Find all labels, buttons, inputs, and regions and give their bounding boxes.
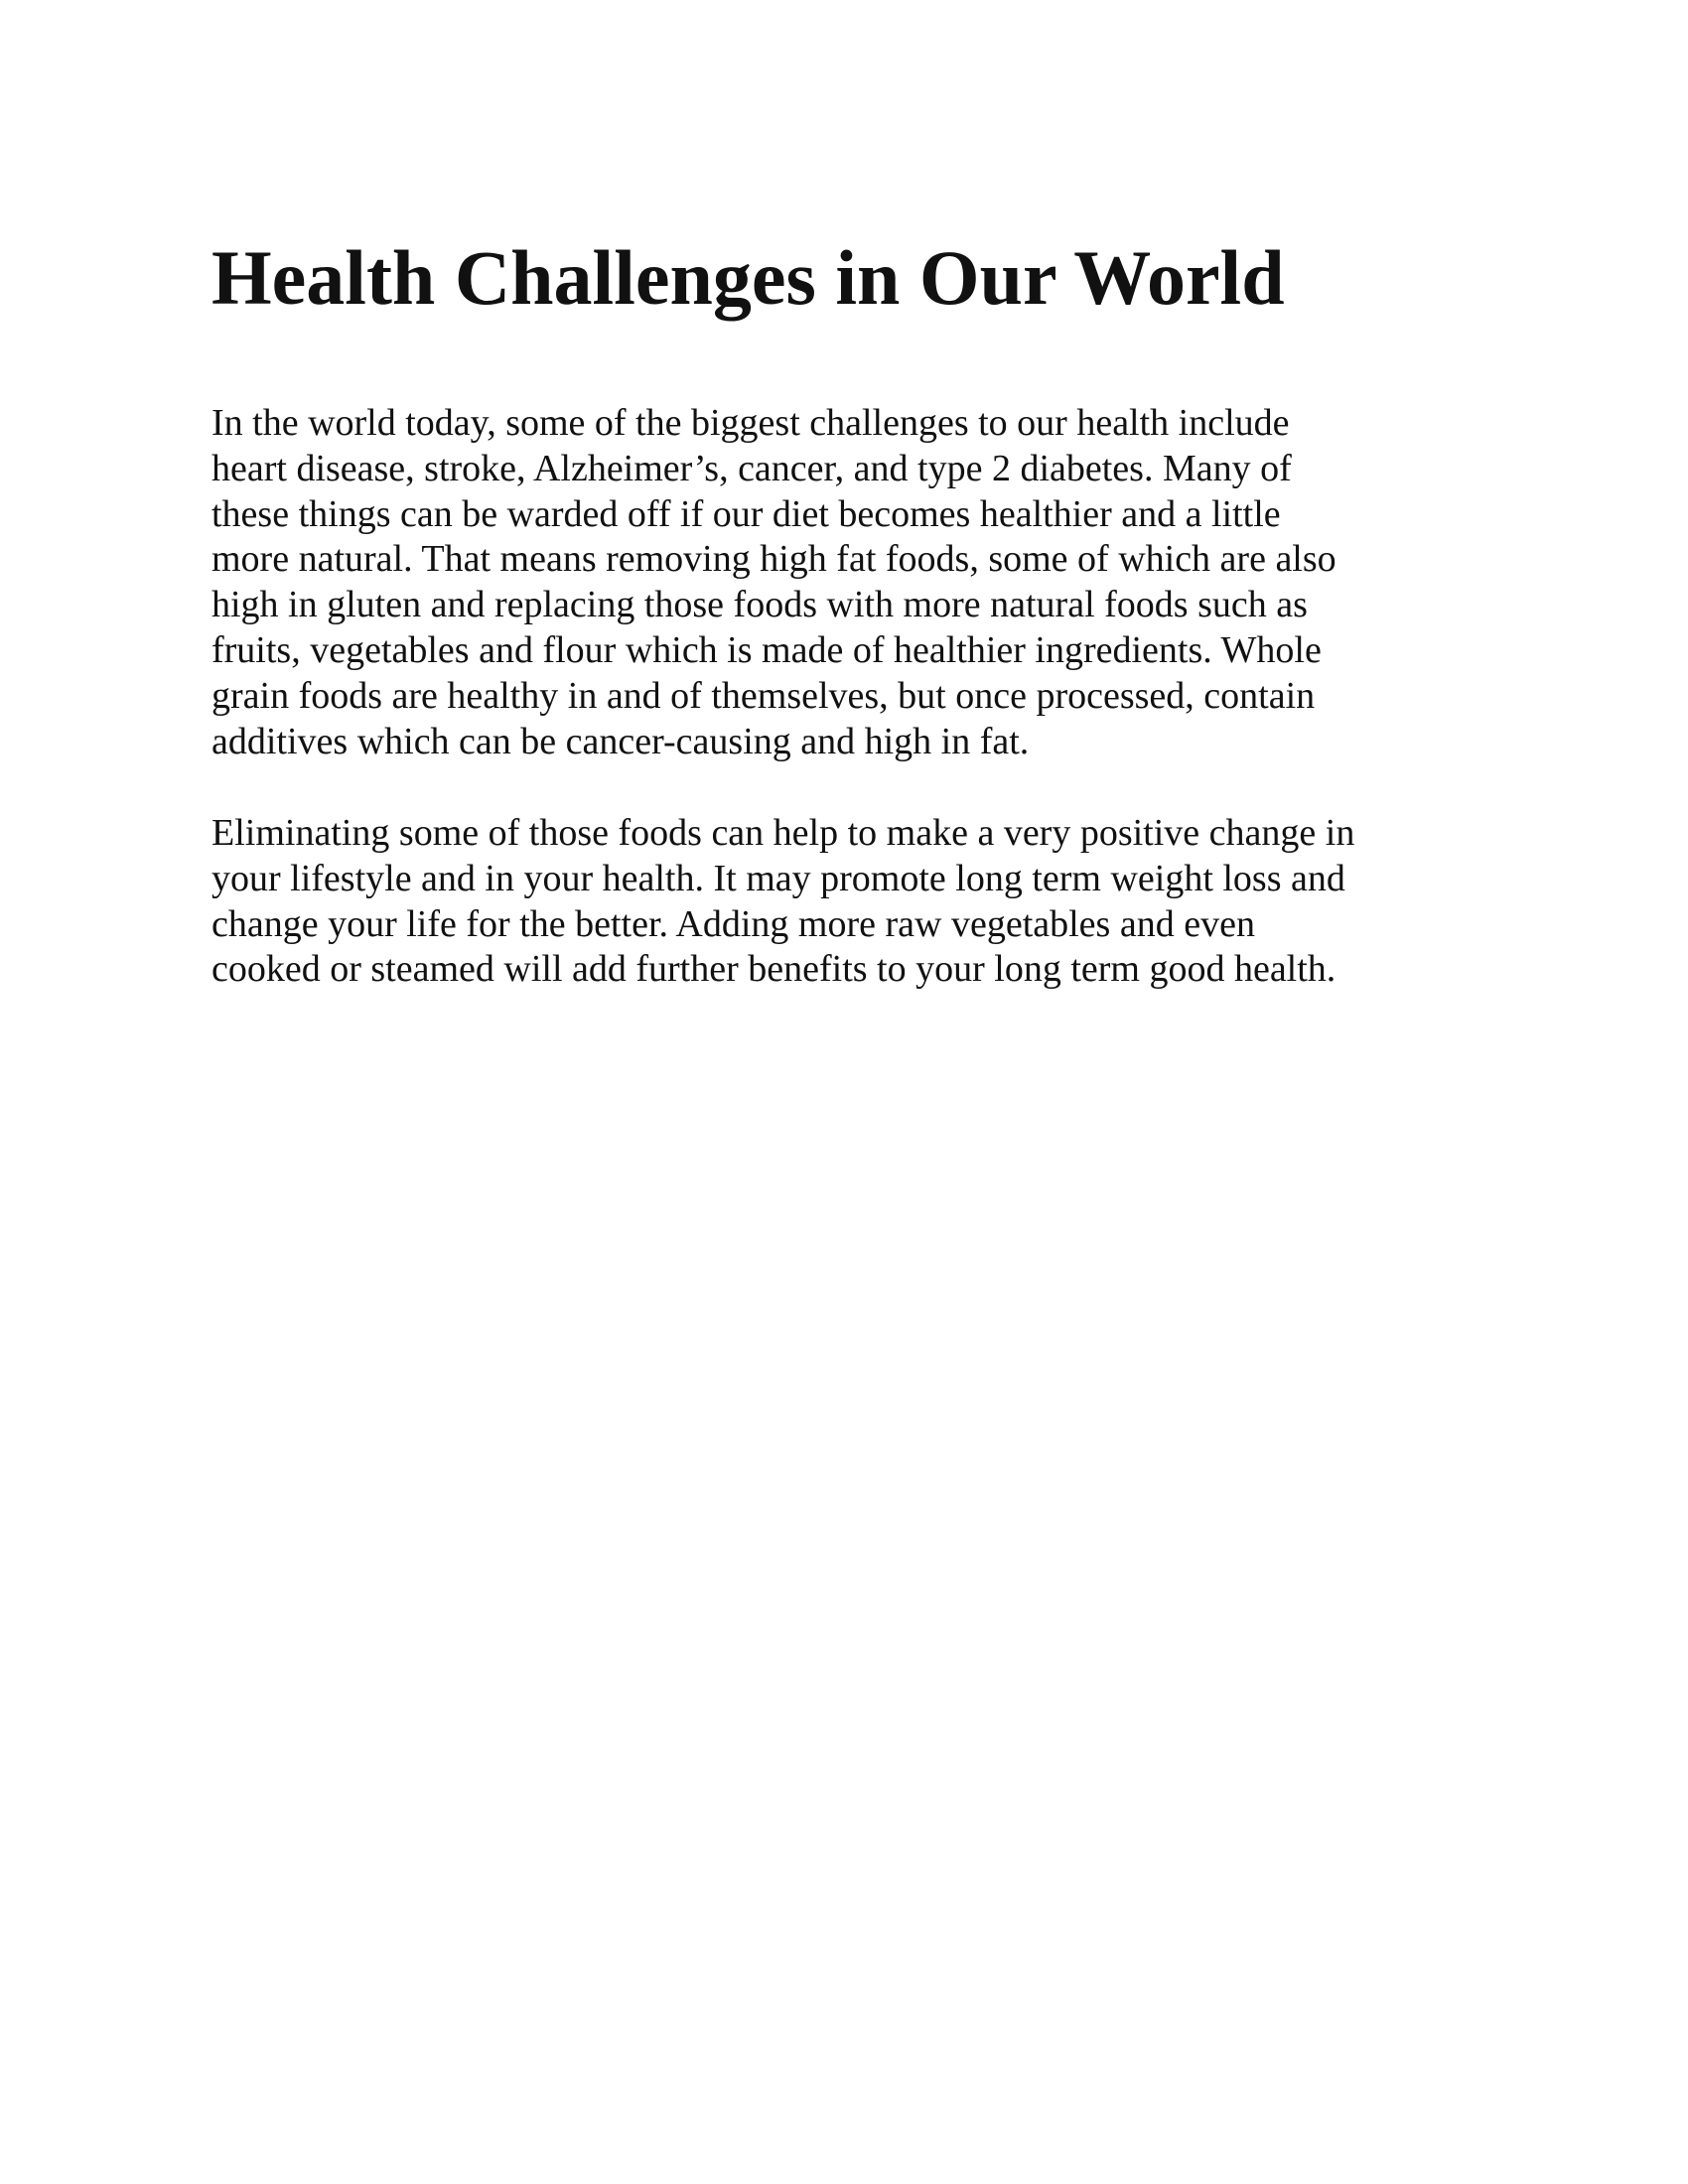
paragraph-line: fruits, vegetables and flour which is made of healthier ingredients. Whole xyxy=(211,628,1322,671)
paragraph-line: high in gluten and replacing those foods with more natural foods such as xyxy=(211,584,1308,626)
paragraph-line: more natural. That means removing high fat foods, some of which are also xyxy=(211,538,1336,581)
paragraph-line: Eliminating some of those foods can help to make a very positive change in xyxy=(211,812,1355,854)
paragraph-line: these things can be warded off if our diet becomes healthier and a little xyxy=(211,492,1281,535)
body-paragraph-1 xyxy=(211,401,1502,764)
document-title: Health Challenges in Our World xyxy=(211,234,1285,321)
paragraph-line: cooked or steamed will add further benefits to your long term good health. xyxy=(211,948,1336,991)
paragraph-line: In the world today, some of the biggest challenges to our health include xyxy=(211,402,1290,444)
paragraph-line: grain foods are healthy in and of themselves, but once processed, contain xyxy=(211,674,1316,717)
paragraph-line: heart disease, stroke, Alzheimer’s, cancer, and type 2 diabetes. Many of xyxy=(211,447,1292,489)
paragraph-line: your lifestyle and in your health. It may promote long term weight loss and xyxy=(211,857,1345,899)
body-paragraph-2 xyxy=(211,811,1502,993)
paragraph-line: additives which can be cancer-causing and high in fat. xyxy=(211,720,1030,762)
paragraph-line: change your life for the better. Adding more raw vegetables and even xyxy=(211,902,1255,945)
